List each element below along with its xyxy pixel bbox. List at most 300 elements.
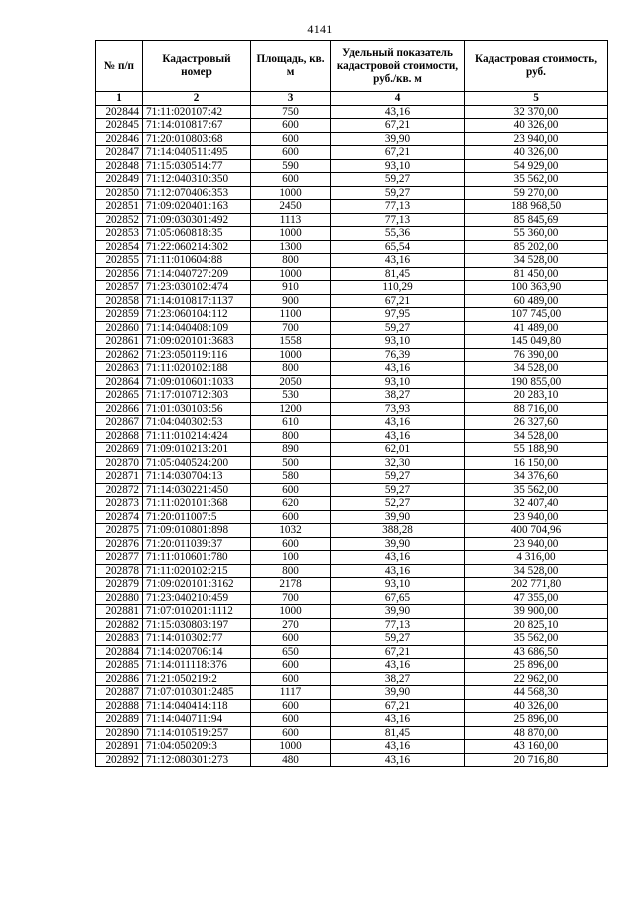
- cadastral-value-cell: 40 326,00: [465, 699, 608, 713]
- cadastral-number-cell: 71:20:010803:68: [143, 132, 251, 146]
- cadastral-value-cell: 4 316,00: [465, 551, 608, 565]
- row-number-cell: 202845: [96, 119, 143, 133]
- table-row: [96, 173, 608, 187]
- cadastral-value-cell: 55 188,90: [465, 443, 608, 457]
- row-number-cell: 202860: [96, 321, 143, 335]
- row-number-cell: 202846: [96, 132, 143, 146]
- cadastral-number-cell: 71:14:010817:1137: [143, 294, 251, 308]
- cadastral-number-cell: 71:09:020401:163: [143, 200, 251, 214]
- table-row: [96, 321, 608, 335]
- cadastral-number-cell: 71:11:010604:88: [143, 254, 251, 268]
- cadastral-value-cell: 41 489,00: [465, 321, 608, 335]
- table-body: [96, 105, 608, 767]
- area-cell: 1117: [251, 686, 331, 700]
- row-number-cell: 202883: [96, 632, 143, 646]
- unit-rate-cell: 43,16: [331, 105, 465, 119]
- cadastral-number-cell: 71:14:010519:257: [143, 726, 251, 740]
- unit-rate-cell: 43,16: [331, 254, 465, 268]
- table-row: [96, 429, 608, 443]
- area-cell: 600: [251, 672, 331, 686]
- row-number-cell: 202887: [96, 686, 143, 700]
- unit-rate-cell: 77,13: [331, 618, 465, 632]
- table-row: [96, 105, 608, 119]
- cadastral-value-cell: 145 049,80: [465, 335, 608, 349]
- cadastral-number-cell: 71:09:020101:3683: [143, 335, 251, 349]
- table-row: [96, 213, 608, 227]
- unit-rate-cell: 62,01: [331, 443, 465, 457]
- header-unit-rate: Удельный показатель кадастровой стоимости, руб./кв. м: [331, 41, 465, 92]
- row-number-cell: 202873: [96, 497, 143, 511]
- area-cell: 600: [251, 713, 331, 727]
- cadastral-value-cell: 190 855,00: [465, 375, 608, 389]
- table-row: [96, 308, 608, 322]
- row-number-cell: 202864: [96, 375, 143, 389]
- table-row: [96, 713, 608, 727]
- area-cell: 480: [251, 753, 331, 767]
- area-cell: 750: [251, 105, 331, 119]
- cadastral-value-cell: 88 716,00: [465, 402, 608, 416]
- area-cell: 800: [251, 429, 331, 443]
- unit-rate-cell: 77,13: [331, 213, 465, 227]
- area-cell: 800: [251, 564, 331, 578]
- row-number-cell: 202870: [96, 456, 143, 470]
- page-number: 4141: [307, 22, 333, 36]
- table-row: [96, 632, 608, 646]
- table-row: [96, 537, 608, 551]
- table-row: [96, 389, 608, 403]
- cadastral-value-cell: 34 528,00: [465, 429, 608, 443]
- cadastral-value-cell: 35 562,00: [465, 483, 608, 497]
- cadastral-number-cell: 71:14:030221:450: [143, 483, 251, 497]
- table-row: [96, 591, 608, 605]
- area-cell: 910: [251, 281, 331, 295]
- row-number-cell: 202878: [96, 564, 143, 578]
- cadastral-value-cell: 100 363,90: [465, 281, 608, 295]
- unit-rate-cell: 67,21: [331, 294, 465, 308]
- column-number: 1: [96, 92, 143, 106]
- row-number-cell: 202879: [96, 578, 143, 592]
- header-cadastral-number: Кадастровый номер: [143, 41, 251, 92]
- area-cell: 1032: [251, 524, 331, 538]
- unit-rate-cell: 39,90: [331, 537, 465, 551]
- unit-rate-cell: 93,10: [331, 159, 465, 173]
- table-row: [96, 186, 608, 200]
- table-row: [96, 605, 608, 619]
- cadastral-number-cell: 71:14:040711:94: [143, 713, 251, 727]
- unit-rate-cell: 38,27: [331, 672, 465, 686]
- unit-rate-cell: 59,27: [331, 173, 465, 187]
- row-number-cell: 202876: [96, 537, 143, 551]
- table-row: [96, 119, 608, 133]
- area-cell: 2450: [251, 200, 331, 214]
- cadastral-value-cell: 20 825,10: [465, 618, 608, 632]
- area-cell: 2050: [251, 375, 331, 389]
- row-number-cell: 202882: [96, 618, 143, 632]
- unit-rate-cell: 110,29: [331, 281, 465, 295]
- area-cell: 1000: [251, 740, 331, 754]
- cadastral-value-cell: 35 562,00: [465, 632, 608, 646]
- row-number-cell: 202875: [96, 524, 143, 538]
- unit-rate-cell: 39,90: [331, 132, 465, 146]
- unit-rate-cell: 43,16: [331, 564, 465, 578]
- table-row: [96, 267, 608, 281]
- cadastral-number-cell: 71:11:020101:368: [143, 497, 251, 511]
- cadastral-value-cell: 60 489,00: [465, 294, 608, 308]
- area-cell: 600: [251, 173, 331, 187]
- unit-rate-cell: 67,65: [331, 591, 465, 605]
- table-row: [96, 564, 608, 578]
- cadastral-value-cell: 40 326,00: [465, 146, 608, 160]
- cadastral-value-cell: 107 745,00: [465, 308, 608, 322]
- row-number-cell: 202868: [96, 429, 143, 443]
- cadastral-number-cell: 71:23:030102:474: [143, 281, 251, 295]
- table-row: [96, 240, 608, 254]
- cadastral-number-cell: 71:14:010302:77: [143, 632, 251, 646]
- cadastral-number-cell: 71:23:040210:459: [143, 591, 251, 605]
- row-number-cell: 202847: [96, 146, 143, 160]
- unit-rate-cell: 39,90: [331, 686, 465, 700]
- cadastral-number-cell: 71:23:060104:112: [143, 308, 251, 322]
- area-cell: 500: [251, 456, 331, 470]
- cadastral-value-cell: 25 896,00: [465, 659, 608, 673]
- area-cell: 1000: [251, 348, 331, 362]
- cadastral-value-cell: 55 360,00: [465, 227, 608, 241]
- cadastral-number-cell: 71:20:011007:5: [143, 510, 251, 524]
- unit-rate-cell: 43,16: [331, 659, 465, 673]
- unit-rate-cell: 59,27: [331, 632, 465, 646]
- cadastral-value-cell: 54 929,00: [465, 159, 608, 173]
- unit-rate-cell: 73,93: [331, 402, 465, 416]
- cadastral-value-cell: 40 326,00: [465, 119, 608, 133]
- area-cell: 1000: [251, 267, 331, 281]
- area-cell: 650: [251, 645, 331, 659]
- header-cadastral-value: Кадастровая стоимость, руб.: [465, 41, 608, 92]
- unit-rate-cell: 81,45: [331, 726, 465, 740]
- area-cell: 590: [251, 159, 331, 173]
- row-number-cell: 202874: [96, 510, 143, 524]
- cadastral-number-cell: 71:14:040727:209: [143, 267, 251, 281]
- table-row: [96, 497, 608, 511]
- unit-rate-cell: 39,90: [331, 605, 465, 619]
- cadastral-value-cell: 23 940,00: [465, 510, 608, 524]
- unit-rate-cell: 38,27: [331, 389, 465, 403]
- table-row: [96, 375, 608, 389]
- row-number-cell: 202885: [96, 659, 143, 673]
- area-cell: 800: [251, 362, 331, 376]
- cadastral-value-cell: 81 450,00: [465, 267, 608, 281]
- cadastral-number-cell: 71:04:040302:53: [143, 416, 251, 430]
- area-cell: 600: [251, 699, 331, 713]
- cadastral-value-cell: 20 283,10: [465, 389, 608, 403]
- cadastral-value-cell: 23 940,00: [465, 132, 608, 146]
- cadastral-number-cell: 71:21:050219:2: [143, 672, 251, 686]
- row-number-cell: 202889: [96, 713, 143, 727]
- unit-rate-cell: 59,27: [331, 186, 465, 200]
- area-cell: 580: [251, 470, 331, 484]
- unit-rate-cell: 43,16: [331, 551, 465, 565]
- area-cell: 620: [251, 497, 331, 511]
- cadastral-value-cell: 43 686,50: [465, 645, 608, 659]
- cadastral-number-cell: 71:11:020102:188: [143, 362, 251, 376]
- cadastral-number-cell: 71:15:030514:77: [143, 159, 251, 173]
- table-row: [96, 726, 608, 740]
- cadastral-number-cell: 71:12:080301:273: [143, 753, 251, 767]
- cadastral-number-cell: 71:22:060214:302: [143, 240, 251, 254]
- table-row: [96, 524, 608, 538]
- table-row: [96, 483, 608, 497]
- cadastral-number-cell: 71:07:010301:2485: [143, 686, 251, 700]
- unit-rate-cell: 65,54: [331, 240, 465, 254]
- area-cell: 600: [251, 132, 331, 146]
- unit-rate-cell: 77,13: [331, 200, 465, 214]
- row-number-cell: 202857: [96, 281, 143, 295]
- row-number-cell: 202865: [96, 389, 143, 403]
- cadastral-value-cell: 34 528,00: [465, 362, 608, 376]
- area-cell: 900: [251, 294, 331, 308]
- column-number: 4: [331, 92, 465, 106]
- cadastral-number-cell: 71:11:010601:780: [143, 551, 251, 565]
- area-cell: 610: [251, 416, 331, 430]
- area-cell: 270: [251, 618, 331, 632]
- cadastral-number-cell: 71:23:050119:116: [143, 348, 251, 362]
- row-number-cell: 202888: [96, 699, 143, 713]
- cadastral-value-cell: 26 327,60: [465, 416, 608, 430]
- row-number-cell: 202891: [96, 740, 143, 754]
- area-cell: 600: [251, 537, 331, 551]
- unit-rate-cell: 67,21: [331, 146, 465, 160]
- cadastral-value-cell: 85 202,00: [465, 240, 608, 254]
- row-number-cell: 202862: [96, 348, 143, 362]
- cadastral-number-cell: 71:01:030103:56: [143, 402, 251, 416]
- row-number-cell: 202867: [96, 416, 143, 430]
- row-number-cell: 202849: [96, 173, 143, 187]
- row-number-cell: 202850: [96, 186, 143, 200]
- cadastral-number-cell: 71:11:020107:42: [143, 105, 251, 119]
- table-row: [96, 227, 608, 241]
- area-cell: 1000: [251, 227, 331, 241]
- table-row: [96, 686, 608, 700]
- cadastral-number-cell: 71:09:020101:3162: [143, 578, 251, 592]
- column-number: 2: [143, 92, 251, 106]
- unit-rate-cell: 67,21: [331, 645, 465, 659]
- unit-rate-cell: 43,16: [331, 429, 465, 443]
- table-row: [96, 416, 608, 430]
- cadastral-number-cell: 71:11:010214:424: [143, 429, 251, 443]
- table-row: [96, 362, 608, 376]
- row-number-cell: 202853: [96, 227, 143, 241]
- unit-rate-cell: 67,21: [331, 699, 465, 713]
- row-number-cell: 202866: [96, 402, 143, 416]
- row-number-cell: 202872: [96, 483, 143, 497]
- table-row: [96, 443, 608, 457]
- table-row: [96, 348, 608, 362]
- table-row: [96, 699, 608, 713]
- table-row: [96, 740, 608, 754]
- row-number-cell: 202861: [96, 335, 143, 349]
- area-cell: 1000: [251, 186, 331, 200]
- cadastral-number-cell: 71:14:040408:109: [143, 321, 251, 335]
- cadastral-number-cell: 71:09:030301:492: [143, 213, 251, 227]
- table-row: [96, 672, 608, 686]
- unit-rate-cell: 93,10: [331, 335, 465, 349]
- row-number-cell: 202844: [96, 105, 143, 119]
- table-row: [96, 551, 608, 565]
- row-number-cell: 202881: [96, 605, 143, 619]
- unit-rate-cell: 43,16: [331, 740, 465, 754]
- unit-rate-cell: 59,27: [331, 470, 465, 484]
- unit-rate-cell: 59,27: [331, 321, 465, 335]
- cadastral-number-cell: 71:12:070406:353: [143, 186, 251, 200]
- table-row: [96, 645, 608, 659]
- row-number-cell: 202869: [96, 443, 143, 457]
- cadastral-table: [95, 40, 608, 767]
- table-row: [96, 402, 608, 416]
- cadastral-value-cell: 400 704,96: [465, 524, 608, 538]
- cadastral-value-cell: 25 896,00: [465, 713, 608, 727]
- cadastral-number-cell: 71:14:011118:376: [143, 659, 251, 673]
- area-cell: 1100: [251, 308, 331, 322]
- row-number-cell: 202863: [96, 362, 143, 376]
- cadastral-value-cell: 85 845,69: [465, 213, 608, 227]
- unit-rate-cell: 93,10: [331, 578, 465, 592]
- cadastral-number-cell: 71:09:010213:201: [143, 443, 251, 457]
- area-cell: 1200: [251, 402, 331, 416]
- column-number-row: [96, 92, 608, 106]
- cadastral-number-cell: 71:05:060818:35: [143, 227, 251, 241]
- area-cell: 1000: [251, 605, 331, 619]
- table-row: [96, 470, 608, 484]
- table-row: [96, 659, 608, 673]
- cadastral-value-cell: 23 940,00: [465, 537, 608, 551]
- unit-rate-cell: 39,90: [331, 510, 465, 524]
- cadastral-value-cell: 43 160,00: [465, 740, 608, 754]
- cadastral-value-cell: 35 562,00: [465, 173, 608, 187]
- cadastral-value-cell: 202 771,80: [465, 578, 608, 592]
- table-row: [96, 132, 608, 146]
- column-number: 3: [251, 92, 331, 106]
- cadastral-value-cell: 48 870,00: [465, 726, 608, 740]
- unit-rate-cell: 59,27: [331, 483, 465, 497]
- cadastral-value-cell: 59 270,00: [465, 186, 608, 200]
- unit-rate-cell: 388,28: [331, 524, 465, 538]
- header-area: Площадь, кв. м: [251, 41, 331, 92]
- cadastral-value-cell: 47 355,00: [465, 591, 608, 605]
- area-cell: 600: [251, 483, 331, 497]
- table-row: [96, 281, 608, 295]
- cadastral-number-cell: 71:14:020706:14: [143, 645, 251, 659]
- table-row: [96, 753, 608, 767]
- unit-rate-cell: 97,95: [331, 308, 465, 322]
- unit-rate-cell: 67,21: [331, 119, 465, 133]
- row-number-cell: 202890: [96, 726, 143, 740]
- row-number-cell: 202858: [96, 294, 143, 308]
- table-row: [96, 335, 608, 349]
- row-number-cell: 202851: [96, 200, 143, 214]
- table-row: [96, 294, 608, 308]
- area-cell: 100: [251, 551, 331, 565]
- row-number-cell: 202854: [96, 240, 143, 254]
- unit-rate-cell: 32,30: [331, 456, 465, 470]
- header-row-number: № п/п: [96, 41, 143, 92]
- cadastral-value-cell: 39 900,00: [465, 605, 608, 619]
- cadastral-value-cell: 44 568,30: [465, 686, 608, 700]
- table-row: [96, 146, 608, 160]
- area-cell: 600: [251, 632, 331, 646]
- cadastral-value-cell: 32 407,40: [465, 497, 608, 511]
- cadastral-value-cell: 20 716,80: [465, 753, 608, 767]
- cadastral-number-cell: 71:09:010801:898: [143, 524, 251, 538]
- cadastral-number-cell: 71:14:010817:67: [143, 119, 251, 133]
- cadastral-number-cell: 71:20:011039:37: [143, 537, 251, 551]
- area-cell: 700: [251, 591, 331, 605]
- cadastral-number-cell: 71:09:010601:1033: [143, 375, 251, 389]
- table-row: [96, 578, 608, 592]
- row-number-cell: 202856: [96, 267, 143, 281]
- cadastral-number-cell: 71:07:010201:1112: [143, 605, 251, 619]
- table-row: [96, 618, 608, 632]
- area-cell: 600: [251, 146, 331, 160]
- cadastral-number-cell: 71:14:040511:495: [143, 146, 251, 160]
- cadastral-value-cell: 32 370,00: [465, 105, 608, 119]
- cadastral-value-cell: 16 150,00: [465, 456, 608, 470]
- unit-rate-cell: 81,45: [331, 267, 465, 281]
- row-number-cell: 202880: [96, 591, 143, 605]
- unit-rate-cell: 52,27: [331, 497, 465, 511]
- area-cell: 890: [251, 443, 331, 457]
- unit-rate-cell: 43,16: [331, 753, 465, 767]
- header-row: [96, 41, 608, 92]
- cadastral-value-cell: 76 390,00: [465, 348, 608, 362]
- unit-rate-cell: 43,16: [331, 362, 465, 376]
- cadastral-number-cell: 71:14:030704:13: [143, 470, 251, 484]
- unit-rate-cell: 43,16: [331, 416, 465, 430]
- area-cell: 2178: [251, 578, 331, 592]
- area-cell: 600: [251, 726, 331, 740]
- table-row: [96, 456, 608, 470]
- area-cell: 600: [251, 510, 331, 524]
- row-number-cell: 202871: [96, 470, 143, 484]
- row-number-cell: 202892: [96, 753, 143, 767]
- cadastral-number-cell: 71:04:050209:3: [143, 740, 251, 754]
- row-number-cell: 202852: [96, 213, 143, 227]
- cadastral-number-cell: 71:15:030803:197: [143, 618, 251, 632]
- area-cell: 800: [251, 254, 331, 268]
- table-row: [96, 254, 608, 268]
- unit-rate-cell: 76,39: [331, 348, 465, 362]
- cadastral-number-cell: 71:12:040310:350: [143, 173, 251, 187]
- cadastral-number-cell: 71:17:010712:303: [143, 389, 251, 403]
- row-number-cell: 202848: [96, 159, 143, 173]
- cadastral-number-cell: 71:05:040524:200: [143, 456, 251, 470]
- area-cell: 530: [251, 389, 331, 403]
- cadastral-number-cell: 71:11:020102:215: [143, 564, 251, 578]
- area-cell: 700: [251, 321, 331, 335]
- cadastral-value-cell: 188 968,50: [465, 200, 608, 214]
- area-cell: 1300: [251, 240, 331, 254]
- row-number-cell: 202884: [96, 645, 143, 659]
- column-number: 5: [465, 92, 608, 106]
- area-cell: 600: [251, 659, 331, 673]
- cadastral-number-cell: 71:14:040414:118: [143, 699, 251, 713]
- cadastral-value-cell: 34 376,60: [465, 470, 608, 484]
- row-number-cell: 202855: [96, 254, 143, 268]
- unit-rate-cell: 43,16: [331, 713, 465, 727]
- row-number-cell: 202886: [96, 672, 143, 686]
- table-row: [96, 200, 608, 214]
- cadastral-value-cell: 34 528,00: [465, 564, 608, 578]
- row-number-cell: 202859: [96, 308, 143, 322]
- unit-rate-cell: 55,36: [331, 227, 465, 241]
